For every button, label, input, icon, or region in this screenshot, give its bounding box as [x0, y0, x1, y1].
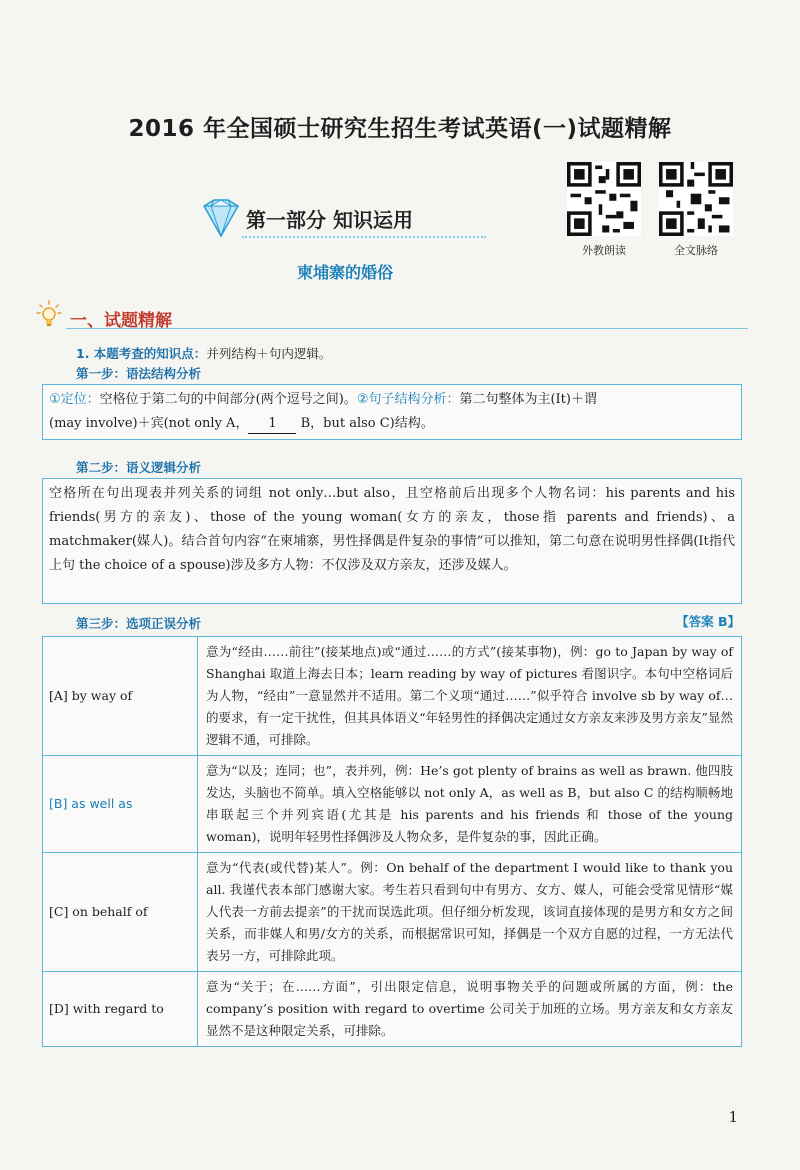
options-table — [42, 636, 742, 1047]
section-divider — [66, 328, 748, 329]
qr-label: 外教朗读 — [582, 244, 626, 257]
part-underline — [242, 236, 486, 238]
knowledge-point-label: 1. 本题考查的知识点： — [76, 346, 207, 361]
step2-text: 空格所在句出现表并列关系的词组 not only…but also，且空格前后出现多个人物名词：his parents and his friends(男方的亲友)、those of the young woman(女方的亲友，those指 parents and friends)、a matchmaker(媒人)。结合首句内容“在柬埔寨，男性择偶是件复杂的事情”可以推知，第二句意在说明男性择偶(It指代上句 the choice of a spouse)涉及多方人物：不仅涉及双方亲友，还涉及媒人。 — [49, 486, 735, 573]
passage-subtitle: 柬埔寨的婚俗 — [296, 263, 393, 282]
part-banner — [196, 196, 496, 244]
structure-text-3: B，but also C)结构。 — [296, 416, 434, 431]
step1-line2 — [49, 412, 735, 436]
knowledge-point — [76, 344, 331, 362]
step3-label: 第三步：选项正误分析 — [76, 616, 202, 631]
section-header — [36, 300, 748, 330]
option-label: [C] on behalf of — [43, 853, 198, 972]
option-description: 意为“经由……前往”(接某地点)或“通过……的方式”(接某事物)，例：go to Japan by way of Shanghai 取道上海去日本；learn reading by way of pictures 看图识字。本句中空格词后为人物，“经由”一意显然并不适用。第二个义项“通过……”似乎符合 involve sb by way of…的要求，有一定干扰性，但其具体语义“年轻男性的择偶决定通过女方亲友来涉及男方亲友”显然逻辑不通，可排除。 — [198, 637, 742, 756]
option-label: [A] by way of — [43, 637, 198, 756]
structure-text: 第二句整体为主(It)＋谓 — [459, 392, 597, 407]
option-label: [B] as well as — [43, 756, 198, 853]
step2-box — [42, 478, 742, 604]
option-description: 意为“关于；在……方面”，引出限定信息，说明事物关乎的问题或所属的方面，例：the company’s position with regard to overtime 公司关于加班的立场。男方亲友和女方亲友显然不是这种限定关系，可排除。 — [198, 972, 742, 1047]
section-title: 一、试题精解 — [70, 311, 172, 331]
option-row-c — [43, 853, 742, 972]
answer-badge: 【答案 B】 — [676, 614, 740, 629]
option-row-d — [43, 972, 742, 1047]
option-row-b — [43, 756, 742, 853]
blank-number: 1 — [248, 415, 296, 434]
qr-code-icon[interactable] — [659, 162, 733, 236]
locate-text: 空格位于第二句的中间部分(两个逗号之间)。 — [99, 392, 357, 407]
step1-label: 第一步：语法结构分析 — [76, 366, 202, 381]
option-label: [D] with regard to — [43, 972, 198, 1047]
qr-block-reading[interactable] — [565, 162, 643, 258]
step2-label: 第二步：语义逻辑分析 — [76, 460, 202, 475]
step1-line1 — [49, 388, 735, 412]
diamond-icon — [196, 198, 246, 238]
page-number: 1 — [728, 1108, 738, 1126]
knowledge-point-text: 并列结构＋句内逻辑。 — [206, 346, 332, 361]
locate-label: ①定位： — [49, 392, 100, 407]
qr-block-outline[interactable] — [657, 162, 735, 258]
structure-text-2: (may involve)＋宾(not only A， — [49, 416, 249, 431]
option-row-a — [43, 637, 742, 756]
page-title: 2016 年全国硕士研究生招生考试英语(一)试题精解 — [128, 116, 672, 142]
step1-box — [42, 384, 742, 440]
option-description: 意为“代表(或代替)某人”。例：On behalf of the department I would like to thank you all. 我谨代表本部门感谢大家。考生若只看到句中有男方、女方、媒人，可能会受常见情形“媒人代表一方前去提亲”的干扰而误选此项。但仔细分析发现，该词直接体现的是男方和女方之间关系，而非媒人和男/女方的关系，而根据常识可知，择偶是一个双方自愿的过程，一方无法代表另一方，可排除此项。 — [198, 853, 742, 972]
qr-label: 全文脉络 — [674, 244, 718, 257]
structure-label: ②句子结构分析： — [356, 392, 460, 407]
option-description: 意为“以及；连同；也”，表并列，例：He’s got plenty of brains as well as brawn. 他四肢发达，头脑也不简单。填入空格能够以 not only A，as well as B，but also C 的结构顺畅地串联起三个并列宾语(尤其是 his parents and his friends 和 those of the young woman)，说明年轻男性择偶涉及人物众多，是件复杂的事，因此正确。 — [198, 756, 742, 853]
qr-code-icon[interactable] — [567, 162, 641, 236]
lightbulb-icon — [36, 300, 62, 328]
part-title: 第一部分 知识运用 — [246, 208, 413, 232]
